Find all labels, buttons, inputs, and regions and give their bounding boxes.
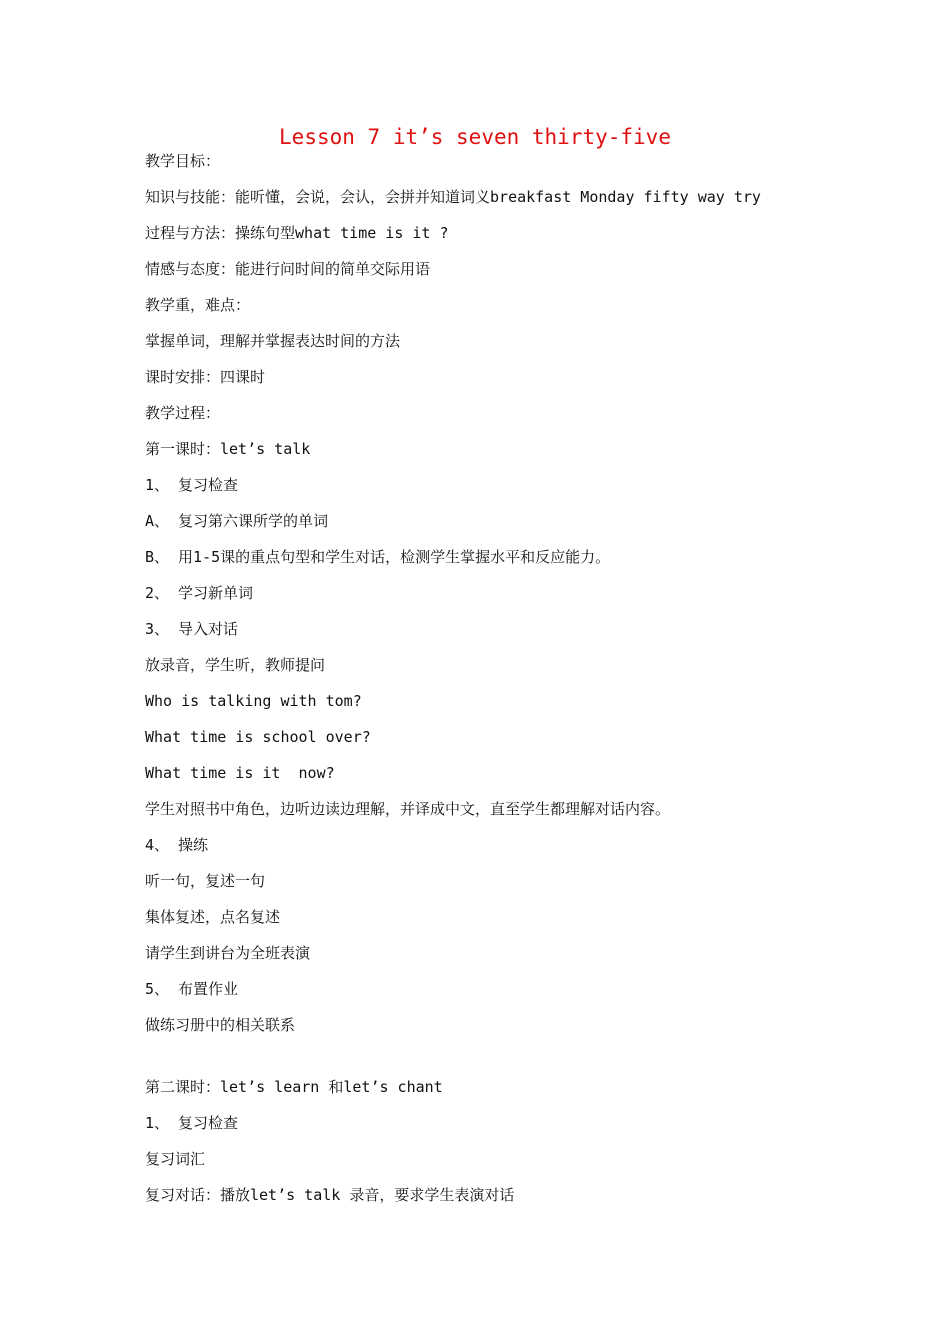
text-line: What time is school over? [145, 728, 371, 746]
text-line: 听一句，复述一句 [145, 872, 266, 890]
text-line: Who is talking with tom? [145, 692, 362, 710]
paragraph-gap [145, 1048, 905, 1074]
text-line: 3、 导入对话 [145, 620, 239, 638]
document-title: Lesson 7 it’s seven thirty-five [279, 125, 671, 149]
text-line: 5、 布置作业 [145, 980, 239, 998]
text-line: 2、 学习新单词 [145, 584, 254, 602]
text-line: 第一课时：let’s talk [145, 440, 311, 458]
text-line: B、 用1-5课的重点句型和学生对话，检测学生掌握水平和反应能力。 [145, 548, 611, 566]
text-line: 过程与方法：操练句型what time is it ? [145, 224, 449, 242]
text-line: 放录音，学生听，教师提问 [145, 656, 326, 674]
document-body [145, 148, 905, 1218]
text-line: What time is it now? [145, 764, 335, 782]
text-line: 教学目标： [145, 152, 221, 170]
text-line: 教学重，难点： [145, 296, 251, 314]
text-line: 1、 复习检查 [145, 476, 239, 494]
text-line: 复习词汇 [145, 1150, 206, 1168]
text-line: 课时安排：四课时 [145, 368, 266, 386]
text-line: 学生对照书中角色，边听边读边理解，并译成中文，直至学生都理解对话内容。 [145, 800, 671, 818]
text-line: 情感与态度：能进行问时间的简单交际用语 [145, 260, 431, 278]
text-line: 知识与技能：能听懂，会说，会认，会拼并知道词义breakfast Monday fifty way try [145, 188, 761, 206]
text-line: 做练习册中的相关联系 [145, 1016, 296, 1034]
text-line: 教学过程： [145, 404, 221, 422]
text-line: 掌握单词，理解并掌握表达时间的方法 [145, 332, 401, 350]
text-line: 集体复述，点名复述 [145, 908, 281, 926]
text-line: 第二课时：let’s learn 和let’s chant [145, 1078, 443, 1096]
text-line: 复习对话：播放let’s talk 录音，要求学生表演对话 [145, 1186, 515, 1204]
text-line: A、 复习第六课所学的单词 [145, 512, 329, 530]
text-line: 4、 操练 [145, 836, 209, 854]
text-line: 请学生到讲台为全班表演 [145, 944, 311, 962]
text-line: 1、 复习检查 [145, 1114, 239, 1132]
